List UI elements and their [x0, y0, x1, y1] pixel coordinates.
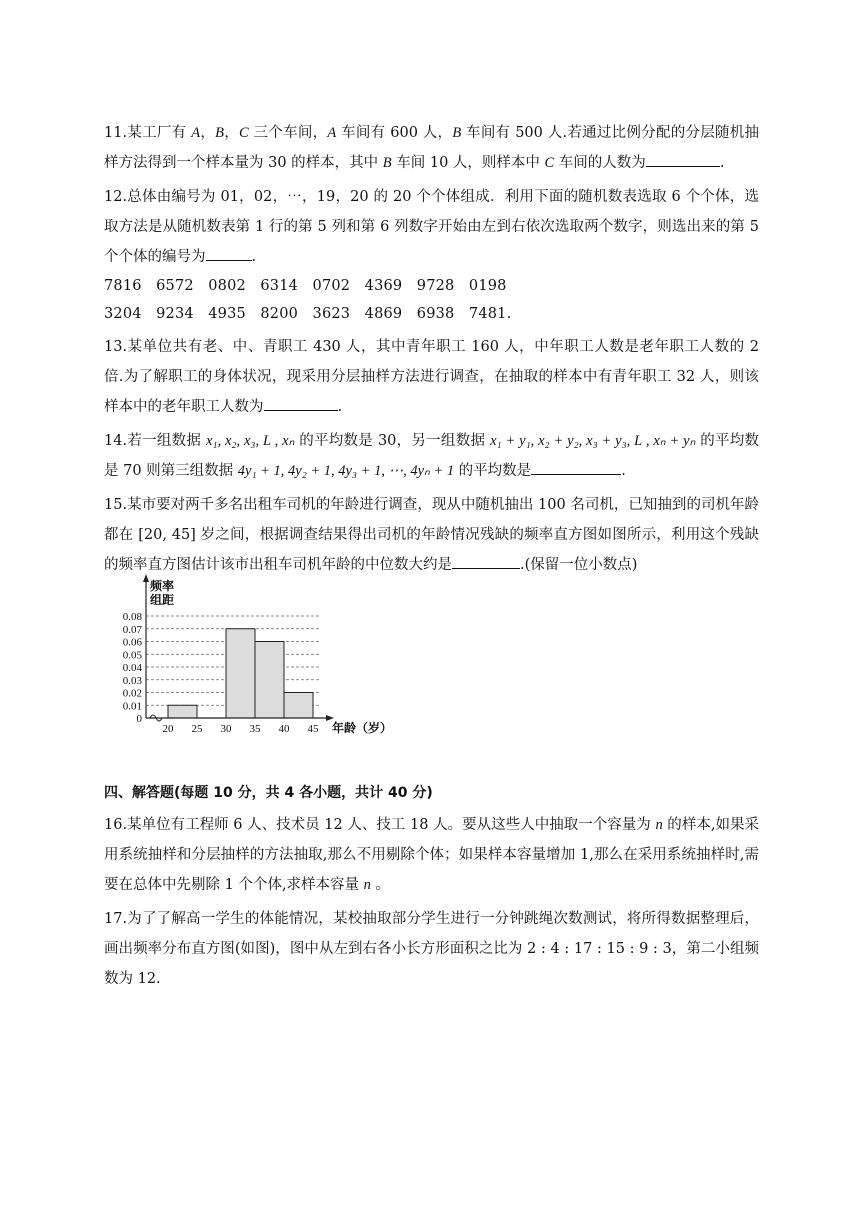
- question-16: [104, 810, 759, 900]
- q11-var-c-2: C: [544, 155, 555, 171]
- q11-text-6: 车间的人数为: [554, 155, 646, 171]
- q17-ratio: 2 : 4 : 17 : 15 : 9 : 3: [527, 941, 672, 957]
- y-tick-label: 0.02: [122, 687, 142, 700]
- q11-var-b: B: [215, 125, 224, 141]
- q11-var-a: A: [191, 125, 201, 141]
- q14-sequence-x: x₁, x₂, x₃, L , xₙ: [206, 433, 295, 449]
- y-tick-label: 0.03: [122, 674, 142, 687]
- q16-var-n-2: n: [363, 877, 371, 893]
- q11-var-b-3: B: [382, 155, 392, 171]
- q11-sep-1: ，: [200, 125, 216, 141]
- y-tick-label: 0.01: [122, 700, 142, 713]
- q17-end: ，第二小组频数为 12.: [104, 941, 760, 987]
- q14-text-1: 14.若一组数据: [104, 433, 206, 449]
- random-row-1: 7816 6572 0802 6314 0702 4369 9728 0198: [104, 278, 507, 294]
- q11-text-4: 车间有 500 人.若通过比例分配的分层随机抽样方法得到一个样本量为 30 的样本，其中: [104, 125, 760, 171]
- y-axis-arrow: [143, 574, 149, 582]
- q15-answer-blank[interactable]: [452, 550, 520, 569]
- q11-answer-blank[interactable]: [646, 148, 720, 167]
- question-13: [104, 332, 759, 422]
- y-tick-label: 0.06: [122, 636, 142, 649]
- q11-var-c: C: [239, 125, 249, 141]
- x-tick-label: 45: [307, 723, 319, 735]
- question-12: [104, 182, 759, 328]
- histogram-bar: [255, 642, 284, 719]
- q14-answer-blank[interactable]: [531, 456, 621, 475]
- x-axis-label: 年龄（岁）: [332, 721, 393, 735]
- q13-answer-blank[interactable]: [264, 392, 338, 411]
- histogram-bar: [168, 705, 197, 718]
- question-list: [104, 118, 759, 998]
- q16-text-1: 16.某单位有工程师 6 人、技术员 12 人、技工 18 人。要从这些人中抽取一个容量为: [104, 817, 656, 833]
- q16-text-2: 的样本,如果采用系统抽样和分层抽样的方法抽取,那么不用剔除个体；如果样本容量增加 1,那么在采用系统抽样时,需要在总体中先剔除 1 个个体,求样本容量: [104, 817, 759, 893]
- question-11: [104, 118, 759, 178]
- q12-end: .: [251, 249, 257, 265]
- q12-text: 12.总体由编号为 01，02，⋯，19，20 的 20 个个体组成．利用下面的随机数表选取 6 个个体，选取方法是从随机数表第 1 行的第 5 列和第 6 列数字开始由左到右依次选取两个数字，则选出来的第 5 个个体的编号为: [104, 189, 759, 265]
- question-14: [104, 426, 759, 486]
- y-tick-label: 0.07: [122, 623, 142, 636]
- x-tick-label: 35: [249, 723, 261, 735]
- q11-text-3: 车间有 600 人，: [336, 125, 453, 141]
- q15-end: .(保留一位小数点): [520, 557, 638, 573]
- y-tick-label: 0.05: [122, 649, 142, 662]
- q14-sequence-y: 4y₁ + 1, 4y₂ + 1, 4y₃ + 1, ⋯, 4yₙ + 1: [237, 463, 455, 479]
- q13-end: .: [337, 399, 343, 415]
- section-heading-4: 四、解答题(每题 10 分，共 4 各小题，共计 40 分): [104, 785, 433, 801]
- q17-text-1: 17.为了了解高一学生的体能情况，某校抽取部分学生进行一分钟跳绳次数测试，将所得数据整理后，画出频率分布直方图(如图)，图中从左到右各小长方形面积之比为: [104, 911, 759, 957]
- q16-end: 。: [370, 877, 391, 893]
- random-number-table: [104, 272, 759, 328]
- q11-text-1: 11.某工厂有: [104, 125, 192, 141]
- q16-var-n: n: [655, 817, 663, 833]
- q11-sep-2: ，: [223, 125, 240, 141]
- q11-text-2: 三个车间，: [248, 125, 328, 141]
- y-axis-label-bottom: 组距: [150, 593, 175, 607]
- y-tick-label: 0.08: [122, 611, 142, 623]
- y-tick-label: 0.04: [122, 662, 142, 674]
- q11-end: .: [719, 155, 725, 171]
- question-15: [104, 490, 759, 580]
- q14-text-3: 的平均数是 70 则第三组数据: [104, 433, 760, 479]
- histogram-bar: [226, 629, 255, 718]
- y-tick-label: 0: [136, 713, 142, 725]
- q14-end: .: [621, 463, 626, 479]
- age-histogram: [108, 574, 408, 736]
- x-tick-label: 25: [191, 723, 203, 735]
- histogram-svg: [108, 574, 408, 736]
- q11-var-a-2: A: [327, 125, 337, 141]
- q13-text: 13.某单位共有老、中、青职工 430 人，其中青年职工 160 人，中年职工人数是老年职工人数的 2 倍.为了解职工的身体状况，现采用分层抽样方法进行调查，在抽取的样本中有青年职工 32 人，则该样本中的老年职工人数为: [104, 339, 759, 415]
- x-tick-label: 40: [278, 723, 290, 735]
- q11-var-b-2: B: [452, 125, 462, 141]
- y-axis-label-top: 频率: [150, 579, 175, 593]
- q14-text-2: 的平均数是 30，另一组数据: [294, 433, 491, 449]
- histogram-bar: [284, 693, 313, 719]
- x-tick-label: 20: [162, 723, 174, 735]
- x-tick-label: 30: [220, 723, 232, 735]
- q12-answer-blank[interactable]: [206, 242, 252, 261]
- q11-text-5: 车间 10 人，则样本中: [391, 155, 545, 171]
- q14-text-4: 的平均数是: [454, 463, 532, 479]
- q14-sequence-xy: x₁ + y₁, x₂ + y₂, x₃ + y₃, L , xₙ + yₙ: [490, 433, 696, 449]
- q15-text: 15.某市要对两千多名出租车司机的年龄进行调查，现从中随机抽出 100 名司机，已知抽到的司机年龄都在 [20, 45] 岁之间，根据调查结果得出司机的年龄情况残缺的频率直方图如图所示，利用这个残缺的频率直方图估计该市出租车司机年龄的中位数大约是: [104, 497, 759, 573]
- random-row-2: 3204 9234 4935 8200 3623 4869 6938 7481.: [104, 306, 512, 322]
- question-17: [104, 904, 759, 994]
